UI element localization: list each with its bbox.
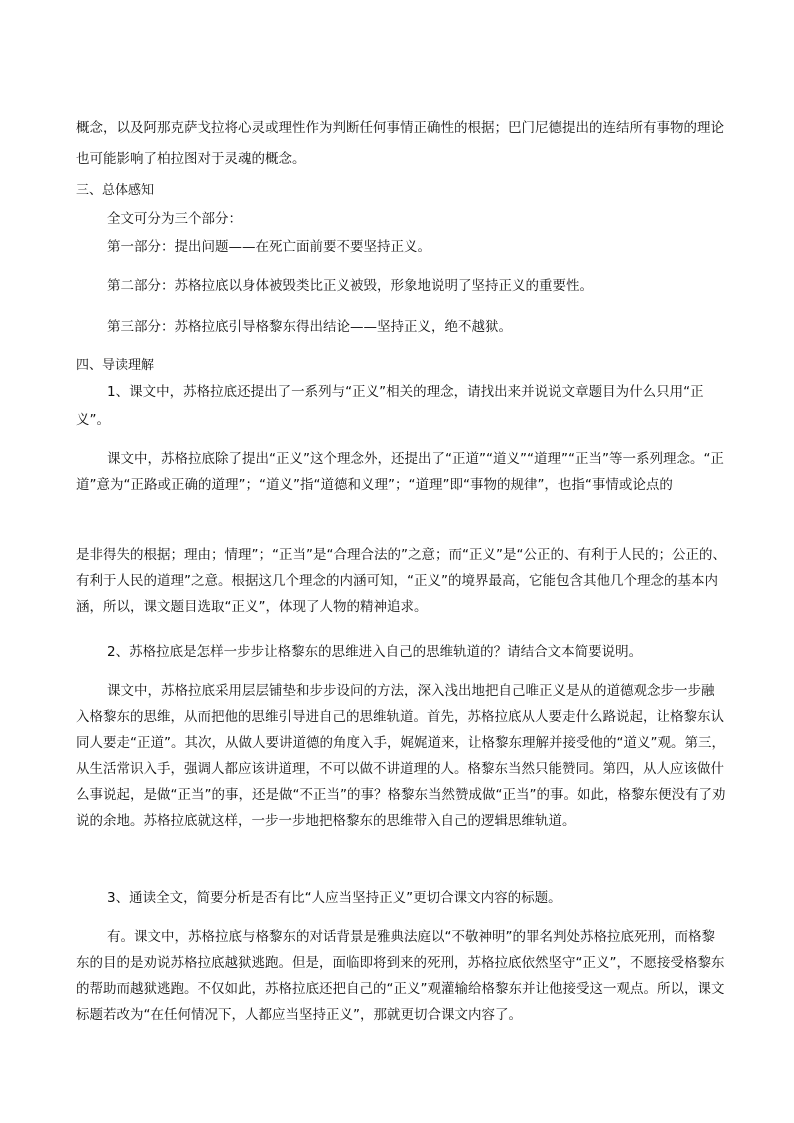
intro-paragraph: 概念，以及阿那克萨戈拉将心灵或理性作为判断任何事情正确性的根据；巴门尼德提出的连结所有事物的理论也可能影响了柏拉图对于灵魂的概念。 <box>76 120 724 167</box>
answer-3: 有。课文中，苏格拉底与格黎东的对话背景是雅典法庭以“不敬神明”的罪名判处苏格拉底死刑，而格黎东的目的是劝说苏格拉底越狱逃跑。但是，面临即将到来的死刑，苏格拉底依然坚守“正义”，不愿接受格黎东的帮助而越狱逃跑。不仅如此，苏格拉底还把自己的“正义”观灌输给格黎东并让他接受这一观点。所以，课文标题若改为“在任何情况下，人都应当坚持正义”，那就更切合课文内容了。 <box>76 929 725 1023</box>
section3-line-2: 第一部分：提出问题——在死亡面前要不要坚持正义。 <box>107 239 431 255</box>
section3-line-4: 第三部分：苏格拉底引导格黎东得出结论——坚持正义，绝不越狱。 <box>107 319 512 335</box>
answer-1-part-1: 课文中，苏格拉底除了提出“正义”这个理念外，还提出了“正道”“道义”“道理”“正当”等一系列理念。“正道”意为“正路或正确的道理”；“道义”指“道德和义理”；“道理”即“事物的规律”，也指“事情或论点的 <box>76 451 724 493</box>
answer-1-part-2: 是非得失的根据；理由；情理”；“正当”是“合理合法的”之意；而“正义”是“公正的、有利于人民的；公正的、有利于人民的道理”之意。根据这几个理念的内涵可知，“正义”的境界最高，它能包含其他几个理念的基本内涵，所以，课文题目选取“正义”，体现了人物的精神追求。 <box>76 547 726 615</box>
section-heading-3: 三、总体感知 <box>76 183 155 198</box>
question-3: 3、通读全文，简要分析是否有比“人应当坚持正义”更切合课文内容的标题。 <box>107 890 562 906</box>
question-1: 1、课文中，苏格拉底还提出了一系列与“正义”相关的理念，请找出来并说说文章题目为什么只用“正义”。 <box>76 384 704 428</box>
section-heading-4: 四、导读理解 <box>76 358 155 373</box>
question-2: 2、苏格拉底是怎样一步步让格黎东的思维进入自己的思维轨道的？请结合文本简要说明。 <box>107 644 643 660</box>
answer-2: 课文中，苏格拉底采用层层铺垫和步步设问的方法，深入浅出地把自己唯正义是从的道德观念步一步融入格黎东的思维，从而把他的思维引导进自己的思维轨道。首先，苏格拉底从人要走什么路说起，让格黎东认同人要走“正道”。其次，从做人要讲道德的角度入手，娓娓道来，让格黎东理解并接受他的“道义”观。第三，从生活常识入手，强调人都应该讲道理，不可以做不讲道理的人。格黎东当然只能赞同。第四，从人应该做什么事说起，是做“正当”的事，还是做“不正当”的事？格黎东当然赞成做“正当”的事。如此，格黎东便没有了劝说的余地。苏格拉底就这样，一步一步地把格黎东的思维带入自己的逻辑思维轨道。 <box>76 683 726 829</box>
section3-line-1: 全文可分为三个部分： <box>107 211 242 227</box>
section3-line-3: 第二部分：苏格拉底以身体被毁类比正义被毁，形象地说明了坚持正义的重要性。 <box>107 278 593 294</box>
